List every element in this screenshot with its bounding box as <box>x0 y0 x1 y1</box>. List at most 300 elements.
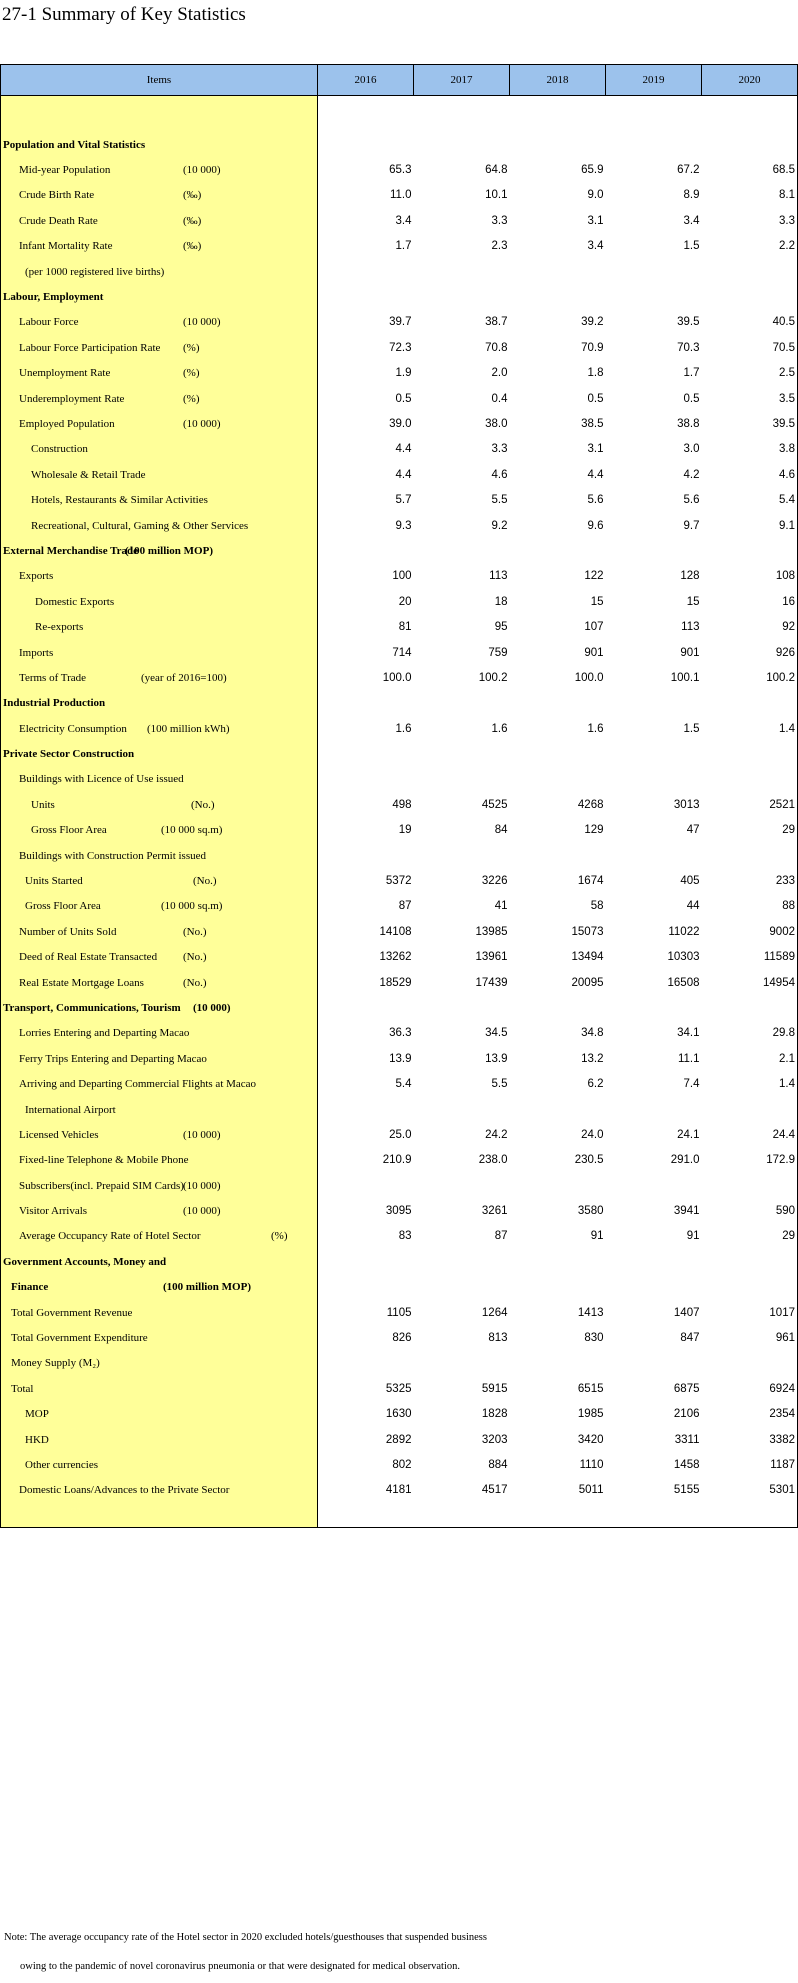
table-row <box>1 183 798 208</box>
row-label-cell <box>1 843 318 868</box>
row-label-cell <box>1 538 318 563</box>
table-row <box>1 843 798 868</box>
value-cell: 15 <box>686 595 700 608</box>
row-label: Buildings with Construction Permit issued <box>19 849 207 862</box>
value-cell: 1674 <box>577 875 604 888</box>
value-cell <box>606 259 702 284</box>
row-label: Deed of Real Estate Transacted <box>19 951 158 964</box>
row-label-cell <box>1 589 318 614</box>
table-row <box>1 1351 798 1376</box>
value-cell: 39.0 <box>389 417 412 430</box>
value-cell <box>606 843 702 868</box>
value-cell: 4.4 <box>395 443 412 456</box>
value-cell: 5.6 <box>587 494 604 507</box>
row-unit: (10 000) <box>193 1001 231 1014</box>
value-cell: 830 <box>584 1332 604 1345</box>
value-cell: 5.6 <box>683 494 700 507</box>
value-cell: 39.5 <box>677 316 700 329</box>
table-row <box>1 1249 798 1274</box>
value-cell <box>606 691 702 716</box>
row-label: Private Sector Construction <box>3 748 135 761</box>
row-unit: (year of 2016=100) <box>141 671 227 684</box>
row-label-cell <box>1 945 318 970</box>
value-cell: 7.4 <box>683 1078 700 1091</box>
row-label: Hotels, Restaurants & Similar Activities <box>31 494 208 507</box>
value-cell: 233 <box>702 868 798 893</box>
row-label: Units Started <box>25 875 83 888</box>
value-cell <box>318 741 414 766</box>
note-line-2: owing to the pandemic of novel coronavirus pneumonia or that were designated for medical observation. <box>20 1961 460 1972</box>
value-cell: 1.5 <box>683 722 700 735</box>
value-cell: 1.9 <box>395 367 412 380</box>
value-cell: 9.6 <box>587 519 604 532</box>
value-cell <box>606 741 702 766</box>
row-label: Real Estate Mortgage Loans <box>19 976 144 989</box>
value-cell: 9.7 <box>683 519 700 532</box>
value-cell <box>606 1097 702 1122</box>
value-cell: 238.0 <box>478 1154 508 1167</box>
value-cell: 291.0 <box>670 1154 700 1167</box>
table-row <box>1 640 798 665</box>
row-label: Employed Population <box>19 417 115 430</box>
value-cell <box>414 1097 510 1122</box>
row-label: Government Accounts, Money and <box>3 1255 167 1268</box>
row-unit: (10 000) <box>183 316 221 329</box>
value-cell: 9.2 <box>491 519 508 532</box>
value-cell: 498 <box>392 798 412 811</box>
value-cell <box>318 1097 414 1122</box>
row-label-cell <box>1 310 318 335</box>
row-label: Money Supply (M₂) <box>11 1357 100 1370</box>
row-label-cell <box>1 1402 318 1427</box>
value-cell <box>606 132 702 157</box>
value-cell <box>318 1503 414 1528</box>
value-cell: 13961 <box>475 951 508 964</box>
row-unit: (100 million MOP) <box>125 544 213 557</box>
value-cell <box>510 741 606 766</box>
value-cell <box>414 1249 510 1274</box>
value-cell: 1105 <box>386 1306 412 1319</box>
value-cell: 17439 <box>475 976 508 989</box>
value-cell: 5155 <box>673 1484 700 1497</box>
table-row <box>1 157 798 182</box>
value-cell <box>510 1275 606 1300</box>
value-cell <box>702 1097 798 1122</box>
row-label: Construction <box>31 443 88 456</box>
value-cell: 4181 <box>385 1484 412 1497</box>
value-cell: 92 <box>702 614 798 639</box>
value-cell <box>318 284 414 309</box>
row-label: Terms of Trade <box>19 671 87 684</box>
value-cell: 3.8 <box>702 437 798 462</box>
value-cell: 9.0 <box>587 189 604 202</box>
table-row <box>1 665 798 690</box>
value-cell <box>702 132 798 157</box>
table-row <box>1 437 798 462</box>
table-row <box>1 716 798 741</box>
value-cell <box>606 284 702 309</box>
value-cell: 2.2 <box>702 234 798 259</box>
value-cell: 1630 <box>385 1408 412 1421</box>
value-cell: 13262 <box>379 951 412 964</box>
row-label: Domestic Loans/Advances to the Private Sector <box>19 1484 230 1497</box>
value-cell <box>414 284 510 309</box>
row-label-cell <box>1 792 318 817</box>
value-cell: 10.1 <box>485 189 508 202</box>
value-cell <box>414 1275 510 1300</box>
row-label: Arriving and Departing Commercial Flights at Macao <box>19 1078 257 1091</box>
value-cell: 18529 <box>379 976 412 989</box>
value-cell: 714 <box>392 646 412 659</box>
value-cell <box>414 741 510 766</box>
value-cell: 1407 <box>673 1306 700 1319</box>
value-cell: 34.8 <box>581 1027 604 1040</box>
value-cell: 29.8 <box>702 1021 798 1046</box>
row-label-cell <box>1 868 318 893</box>
row-label: Domestic Exports <box>35 595 115 608</box>
row-label: Labour Force <box>19 316 79 329</box>
table-row <box>1 1122 798 1147</box>
value-cell: 210.9 <box>382 1154 412 1167</box>
row-label-cell <box>1 1224 318 1249</box>
row-label: Electricity Consumption <box>19 722 127 735</box>
row-label-cell <box>1 234 318 259</box>
value-cell: 113 <box>681 621 700 634</box>
value-cell: 39.7 <box>389 316 412 329</box>
row-label-cell <box>1 1198 318 1223</box>
table-row <box>1 1275 798 1300</box>
value-cell: 3.3 <box>491 443 508 456</box>
table-row <box>1 361 798 386</box>
row-label: Gross Floor Area <box>31 824 107 837</box>
value-cell <box>702 1275 798 1300</box>
value-cell: 3.4 <box>587 240 604 253</box>
value-cell: 1.7 <box>395 240 412 253</box>
row-label-cell <box>1 995 318 1020</box>
value-cell: 0.5 <box>587 392 604 405</box>
value-cell: 0.4 <box>491 392 508 405</box>
table-row <box>1 259 798 284</box>
value-cell: 5.4 <box>395 1078 412 1091</box>
table-row <box>1 132 798 157</box>
value-cell: 47 <box>686 824 700 837</box>
row-label: Other currencies <box>25 1459 98 1471</box>
value-cell: 3941 <box>673 1205 700 1218</box>
value-cell: 67.2 <box>677 164 700 177</box>
table-row <box>1 564 798 589</box>
row-label: Transport, Communications, Tourism <box>3 1001 181 1014</box>
row-label-cell <box>1 1325 318 1350</box>
value-cell: 16508 <box>667 976 700 989</box>
row-label: Fixed-line Telephone & Mobile Phone <box>19 1154 189 1167</box>
value-cell: 5915 <box>481 1382 508 1395</box>
value-cell: 34.5 <box>485 1027 508 1040</box>
row-label: Units <box>31 798 55 811</box>
value-cell <box>510 1097 606 1122</box>
value-cell: 6875 <box>673 1382 700 1395</box>
value-cell <box>510 843 606 868</box>
row-label: Industrial Production <box>3 697 106 710</box>
value-cell <box>702 1173 798 1198</box>
table-row <box>1 538 798 563</box>
value-cell <box>414 132 510 157</box>
table-row <box>1 818 798 843</box>
table-row <box>1 487 798 512</box>
value-cell <box>510 1351 606 1376</box>
value-cell: 11022 <box>668 925 700 938</box>
value-cell: 3.3 <box>702 208 798 233</box>
value-cell: 72.3 <box>389 341 412 354</box>
value-cell: 38.5 <box>581 417 604 430</box>
value-cell: 64.8 <box>485 164 508 177</box>
value-cell: 2354 <box>702 1402 798 1427</box>
value-cell <box>318 132 414 157</box>
value-cell <box>318 1275 414 1300</box>
value-cell: 4.6 <box>702 462 798 487</box>
value-cell: 15 <box>590 595 604 608</box>
value-cell <box>414 995 510 1020</box>
value-cell <box>414 1173 510 1198</box>
row-unit: (10 000) <box>183 164 221 177</box>
value-cell: 8.1 <box>702 183 798 208</box>
value-cell: 5301 <box>702 1478 798 1503</box>
value-cell: 3261 <box>481 1205 508 1218</box>
value-cell: 129 <box>584 824 604 837</box>
value-cell: 1.4 <box>702 716 798 741</box>
value-cell: 3013 <box>673 798 700 811</box>
row-label: Total Government Revenue <box>11 1306 133 1319</box>
row-label-cell <box>1 284 318 309</box>
value-cell: 6.2 <box>587 1078 604 1091</box>
table-row <box>1 234 798 259</box>
row-label-cell <box>1 1376 318 1401</box>
row-label: Labour Force Participation Rate <box>19 341 161 354</box>
value-cell: 29 <box>702 818 798 843</box>
value-cell: 1187 <box>702 1452 798 1477</box>
row-label-cell <box>1 157 318 182</box>
row-label-cell <box>1 767 318 792</box>
value-cell: 39.2 <box>581 316 604 329</box>
table-row <box>1 1452 798 1477</box>
value-cell: 3203 <box>481 1433 508 1446</box>
value-cell: 87 <box>398 900 412 913</box>
value-cell: 4517 <box>481 1484 508 1497</box>
value-cell: 3.4 <box>683 214 700 227</box>
value-cell: 13985 <box>475 925 508 938</box>
value-cell: 1.6 <box>395 722 412 735</box>
value-cell: 1.4 <box>702 1071 798 1096</box>
table-row <box>1 894 798 919</box>
row-label: Recreational, Cultural, Gaming & Other Services <box>31 519 249 532</box>
value-cell: 70.3 <box>677 341 700 354</box>
value-cell <box>702 1503 798 1528</box>
table-row <box>1 335 798 360</box>
value-cell: 13.9 <box>485 1052 508 1065</box>
row-unit: (100 million kWh) <box>147 722 230 735</box>
value-cell: 3382 <box>702 1427 798 1452</box>
value-cell: 405 <box>680 875 700 888</box>
table-row <box>1 945 798 970</box>
note-line-1: Note: The average occupancy rate of the Hotel sector in 2020 excluded hotels/guesthouses that suspended business <box>4 1932 487 1943</box>
table-row <box>1 1148 798 1173</box>
row-unit: (%) <box>183 341 200 354</box>
table-row <box>1 310 798 335</box>
row-label: Crude Birth Rate <box>19 189 95 202</box>
value-cell: 11589 <box>702 945 798 970</box>
value-cell: 172.9 <box>702 1148 798 1173</box>
value-cell: 1110 <box>579 1459 604 1471</box>
table-row <box>1 1503 798 1528</box>
value-cell: 2106 <box>673 1408 700 1421</box>
value-cell: 3420 <box>577 1433 604 1446</box>
row-label-cell <box>1 665 318 690</box>
value-cell: 1.7 <box>683 367 700 380</box>
value-cell <box>606 1503 702 1528</box>
row-label: Total Government Expenditure <box>11 1332 148 1345</box>
value-cell <box>318 1249 414 1274</box>
row-label: Population and Vital Statistics <box>3 138 146 151</box>
table-row <box>1 208 798 233</box>
table-row <box>1 1224 798 1249</box>
table-row <box>1 741 798 766</box>
row-label-cell <box>1 1148 318 1173</box>
value-cell: 3.4 <box>395 214 412 227</box>
value-cell: 2.0 <box>491 367 508 380</box>
value-cell: 9.1 <box>702 513 798 538</box>
table-row <box>1 767 798 792</box>
value-cell: 590 <box>702 1198 798 1223</box>
row-label: Imports <box>19 646 54 659</box>
row-label: Unemployment Rate <box>19 367 111 380</box>
value-cell <box>606 1249 702 1274</box>
table-row <box>1 1376 798 1401</box>
value-cell: 100.1 <box>670 671 700 684</box>
value-cell <box>510 767 606 792</box>
value-cell <box>414 538 510 563</box>
value-cell: 8.9 <box>683 189 700 202</box>
value-cell <box>606 538 702 563</box>
row-unit: (10 000 sq.m) <box>161 900 223 913</box>
value-cell: 3095 <box>385 1205 412 1218</box>
table-row <box>1 1478 798 1503</box>
value-cell <box>318 843 414 868</box>
row-label: Gross Floor Area <box>25 900 101 913</box>
row-label-cell <box>1 1097 318 1122</box>
table-row <box>1 462 798 487</box>
value-cell: 95 <box>494 621 508 634</box>
value-cell: 6924 <box>702 1376 798 1401</box>
table-row <box>1 1097 798 1122</box>
value-cell: 58 <box>590 900 604 913</box>
value-cell: 759 <box>488 646 508 659</box>
value-cell: 91 <box>686 1230 700 1243</box>
table-row <box>1 614 798 639</box>
value-cell <box>414 843 510 868</box>
header-year: 2018 <box>510 65 606 96</box>
row-unit: (%) <box>271 1230 288 1243</box>
table-row <box>1 589 798 614</box>
value-cell <box>702 1351 798 1376</box>
value-cell: 113 <box>489 570 508 583</box>
value-cell <box>318 691 414 716</box>
value-cell: 5325 <box>385 1382 412 1395</box>
value-cell: 0.5 <box>395 392 412 405</box>
value-cell: 70.8 <box>485 341 508 354</box>
row-label-cell <box>1 1300 318 1325</box>
table-row <box>1 970 798 995</box>
table-row <box>1 284 798 309</box>
value-cell <box>702 259 798 284</box>
value-cell: 68.5 <box>702 157 798 182</box>
table-row <box>1 919 798 944</box>
value-cell: 100 <box>392 570 412 583</box>
value-cell: 44 <box>686 900 700 913</box>
value-cell: 84 <box>494 824 508 837</box>
row-label: Mid-year Population <box>19 164 111 177</box>
value-cell: 24.1 <box>677 1128 700 1141</box>
value-cell: 901 <box>584 646 604 659</box>
value-cell <box>318 995 414 1020</box>
value-cell <box>414 691 510 716</box>
row-unit: (No.) <box>183 976 207 989</box>
value-cell: 83 <box>398 1230 412 1243</box>
row-label-cell <box>1 1046 318 1071</box>
value-cell <box>510 1503 606 1528</box>
value-cell: 34.1 <box>677 1027 700 1040</box>
row-label-cell <box>1 462 318 487</box>
table-row <box>1 1198 798 1223</box>
value-cell: 847 <box>680 1332 700 1345</box>
value-cell <box>318 538 414 563</box>
row-label-cell <box>1 1275 318 1300</box>
table-row <box>1 96 798 133</box>
value-cell: 3.3 <box>491 214 508 227</box>
row-label: Average Occupancy Rate of Hotel Sector <box>19 1230 201 1243</box>
value-cell <box>702 96 798 133</box>
value-cell <box>702 1249 798 1274</box>
row-unit: (10 000) <box>183 1205 221 1218</box>
key-statistics-table <box>0 64 798 1528</box>
row-label: (per 1000 registered live births) <box>25 265 165 278</box>
value-cell: 65.9 <box>581 164 604 177</box>
value-cell <box>414 1351 510 1376</box>
value-cell: 1985 <box>577 1408 604 1421</box>
row-label-cell <box>1 1351 318 1376</box>
value-cell: 5.5 <box>491 1078 508 1091</box>
value-cell: 10303 <box>667 951 700 964</box>
row-label-cell <box>1 614 318 639</box>
value-cell: 884 <box>488 1459 508 1471</box>
row-label-cell <box>1 513 318 538</box>
table-body <box>1 96 798 1528</box>
value-cell: 1.5 <box>683 240 700 253</box>
row-label-cell <box>1 1452 318 1477</box>
table-row <box>1 792 798 817</box>
value-cell: 9002 <box>702 919 798 944</box>
value-cell: 81 <box>398 621 412 634</box>
value-cell: 11.0 <box>389 189 412 202</box>
value-cell: 826 <box>392 1332 412 1345</box>
row-label-cell <box>1 1478 318 1503</box>
value-cell: 1.8 <box>587 367 604 380</box>
row-label: MOP <box>25 1408 49 1421</box>
value-cell: 3311 <box>674 1433 700 1446</box>
value-cell: 38.7 <box>485 316 508 329</box>
value-cell: 91 <box>590 1230 604 1243</box>
row-label: Labour, Employment <box>3 291 104 304</box>
value-cell: 4.6 <box>491 468 508 481</box>
value-cell: 1828 <box>481 1408 508 1421</box>
